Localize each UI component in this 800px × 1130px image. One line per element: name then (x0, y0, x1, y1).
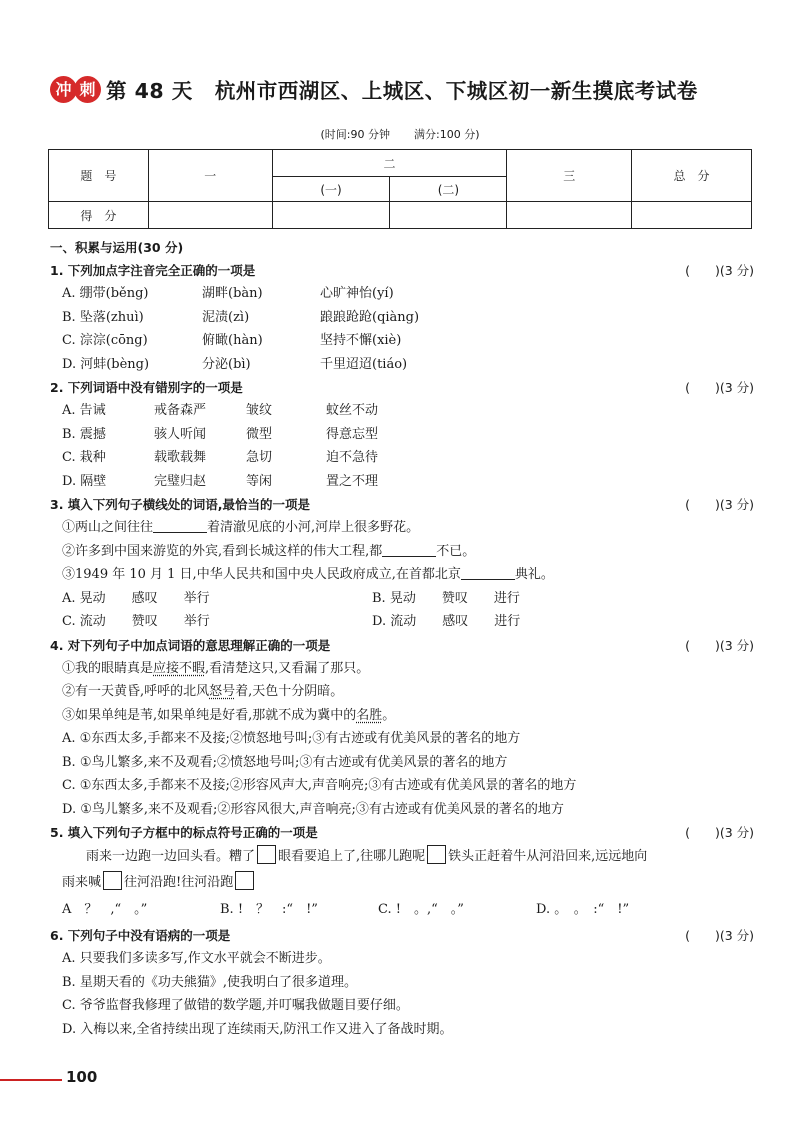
option-row (50, 896, 754, 924)
option-d: D. 流动 感叹 进行 (372, 614, 521, 629)
option-cell: 戒备森严 (154, 403, 207, 418)
option-cell: 完璧归赵 (154, 473, 207, 489)
footer-rule (0, 1079, 62, 1081)
sentence-1 (50, 516, 754, 540)
punctuation-box[interactable] (257, 845, 276, 864)
option-row (50, 329, 754, 353)
header-tihao: 题 号 (49, 150, 149, 202)
option-cell: 湖畔(bàn) (202, 286, 263, 301)
sentence-text: ①我的眼睛真是 (62, 660, 154, 676)
option-cell: 迫不急待 (326, 450, 379, 465)
sentence-text: 典礼。 (514, 567, 554, 582)
sentence-2 (50, 680, 754, 704)
page-title (106, 74, 698, 104)
option-cell: D. 河蚌(bèng) (62, 356, 150, 372)
question-stem: 4. 对下列句子中加点词语的意思理解正确的一项是 (50, 637, 331, 653)
option-cell: C. 淙淙(cōng) (62, 333, 148, 348)
option-cell: 心旷神怡(yí) (320, 286, 394, 301)
exam-meta (0, 126, 800, 142)
option-c: C. ! 。,“ 。” (378, 902, 464, 917)
dotted-word: 应接不暇 (153, 660, 206, 676)
option-cell: 蚊丝不动 (326, 403, 379, 418)
fill-blank[interactable] (382, 542, 436, 557)
option-c: C. 爷爷监督我修理了做错的数学题,并叮嘱我做题目要仔细。 (62, 998, 409, 1013)
page-footer (0, 1068, 800, 1088)
badge-char-2: 刺 (74, 76, 101, 103)
option-row (50, 423, 754, 447)
answer-blank[interactable]: ( )(3 分) (685, 825, 754, 840)
sentence-text: ②有一天黄昏,呼呼的北风 (62, 684, 210, 699)
fill-blank[interactable] (461, 565, 515, 580)
section-heading: 一、积累与运用(30 分) (50, 240, 184, 255)
question-stem: 1. 下列加点字注音完全正确的一项是 (50, 263, 256, 278)
option-c: C. 流动 赞叹 举行 (62, 614, 210, 629)
exam-title: 杭州市西湖区、上城区、下城区初一新生摸底考试卷 (214, 79, 698, 103)
question-stem: 2. 下列词语中没有错别字的一项是 (50, 380, 243, 395)
score-cell[interactable] (507, 202, 632, 229)
option-row (50, 399, 754, 423)
dotted-word: 怒号 (209, 684, 236, 699)
option-cell: 千里迢迢(tiáo) (320, 356, 408, 372)
sentence-text: 着清澈见底的小河,河岸上很多野花。 (207, 520, 420, 535)
option-row (50, 470, 754, 494)
option-cell: 急切 (246, 450, 273, 465)
sentence-2 (50, 540, 754, 564)
sentence-1 (50, 657, 754, 681)
exam-time: (时间:90 分钟 (320, 128, 390, 141)
option-row (50, 282, 754, 306)
title-row (50, 72, 698, 106)
sentence-text: ③1949 年 10 月 1 日,中华人民共和国中央人民政府成立,在首都北京 (62, 567, 461, 582)
question-5 (50, 821, 754, 844)
question-6 (50, 924, 754, 947)
option-cell: 骇人听闻 (154, 426, 207, 442)
day-label: 第 48 天 (106, 79, 193, 103)
option-d: D. 入梅以来,全省持续出现了连续雨天,防汛工作又进入了备战时期。 (62, 1021, 453, 1037)
option-b: B. ①鸟儿繁多,来不及观看;②愤怒地号叫;③有古迹或有优美风景的著名的地方 (62, 754, 508, 770)
option-a: A. 晃动 感叹 举行 (62, 590, 210, 606)
fill-blank[interactable] (153, 518, 207, 533)
score-table (48, 149, 752, 229)
header-section-two: 二 (272, 150, 507, 177)
option-row (50, 587, 754, 611)
question-stem: 3. 填入下列句子横线处的词语,最恰当的一项是 (50, 497, 311, 512)
option-b: B. 星期天看的《功夫熊猫》,使我明白了很多道理。 (62, 974, 357, 990)
option-cell: C. 栽种 (62, 450, 106, 465)
option-d: D. 。 。 :“ !” (536, 902, 630, 917)
punctuation-box[interactable] (235, 871, 254, 890)
option-cell: 俯瞰(hàn) (202, 333, 263, 348)
sentence-text: ,看清楚这只,又看漏了那只。 (205, 660, 370, 676)
option-a: A. 只要我们多读多写,作文水平就会不断进步。 (62, 951, 331, 966)
sentence-text: ①两山之间往往 (62, 520, 154, 535)
question-2 (50, 376, 754, 399)
passage-text: 雨来一边跑一边回头看。糟了 (86, 849, 256, 864)
option-cell: 泥渍(zì) (202, 309, 250, 325)
question-1 (50, 259, 754, 282)
passage-text: 眼看要追上了,往哪儿跑呢 (278, 849, 426, 864)
exam-score: 满分:100 分) (414, 128, 480, 141)
dotted-word: 名胜 (356, 707, 383, 723)
question-stem: 5. 填入下列句子方框中的标点符号正确的一项是 (50, 825, 318, 840)
badge-char-1: 冲 (50, 76, 77, 103)
sentence-text: 着,天色十分阴暗。 (235, 684, 344, 699)
option-cell: A. 告诫 (62, 403, 106, 418)
option-cell: 踉踉跄跄(qiàng) (320, 309, 420, 325)
chongci-badge (50, 76, 98, 103)
sentence-text: 不已。 (436, 543, 476, 559)
header-section-three: 三 (507, 150, 632, 202)
score-cell[interactable] (632, 202, 752, 229)
header-sub-one: (一) (272, 177, 390, 202)
page-number: 100 (66, 1068, 98, 1086)
score-cell[interactable] (272, 202, 390, 229)
punctuation-box[interactable] (103, 871, 122, 890)
sentence-3 (50, 563, 754, 587)
sentence-text: ③如果单纯是苇,如果单纯是好看,那就不成为冀中的 (62, 707, 357, 723)
option-cell: B. 震撼 (62, 426, 106, 442)
score-cell[interactable] (390, 202, 507, 229)
option-cell: 坚持不懈(xiè) (320, 333, 402, 348)
question-stem: 6. 下列句子中没有语病的一项是 (50, 928, 231, 943)
option-b: B. ! ？ :“ !” (220, 902, 318, 917)
option-row (50, 446, 754, 470)
option-a: A ？ ,“ 。” (62, 902, 148, 917)
question-4 (50, 634, 754, 657)
option-cell: 分泌(bì) (202, 356, 251, 372)
answer-blank[interactable]: ( )(3 分) (685, 380, 754, 395)
option-row (50, 610, 754, 634)
option-c: C. ①东西太多,手都来不及接;②形容风声大,声音响亮;③有古迹或有优美风景的著名的地方 (62, 778, 577, 793)
option-row (50, 353, 754, 377)
header-total: 总 分 (632, 150, 752, 202)
answer-blank[interactable]: ( )(3 分) (685, 928, 754, 943)
option-cell: 等闲 (246, 473, 273, 489)
passage-text: 雨来喊 (62, 875, 102, 890)
sentence-3 (50, 704, 754, 728)
option-cell: 得意忘型 (326, 426, 379, 442)
passage-line-2 (50, 869, 754, 896)
answer-blank[interactable]: ( )(3 分) (685, 637, 754, 653)
header-sub-two: (二) (390, 177, 507, 202)
answer-blank[interactable]: ( )(3 分) (685, 263, 754, 278)
option-cell: 载歌载舞 (154, 450, 207, 465)
option-cell: A. 绷带(běng) (62, 286, 149, 301)
passage-text: 往河沿跑!往河沿跑 (124, 875, 234, 890)
punctuation-box[interactable] (427, 845, 446, 864)
option-b: B. 晃动 赞叹 进行 (372, 590, 520, 606)
passage-text: 铁头正赶着牛从河沿回来,远远地向 (448, 849, 648, 864)
sentence-text: ②许多到中国来游览的外宾,看到长城这样的伟大工程,都 (62, 543, 383, 559)
questions (50, 237, 754, 1041)
sentence-text: 。 (382, 707, 396, 723)
option-cell: 置之不理 (326, 473, 379, 489)
score-cell[interactable] (148, 202, 272, 229)
row-defen: 得 分 (49, 202, 149, 229)
option-cell: D. 隔壁 (62, 473, 107, 489)
option-cell: 微型 (246, 426, 273, 442)
header-section-one: 一 (148, 150, 272, 202)
passage-line-1 (50, 844, 754, 869)
option-cell: B. 坠落(zhuì) (62, 309, 144, 325)
option-d: D. ①鸟儿繁多,来不及观看;②形容风很大,声音响亮;③有古迹或有优美风景的著名的地方 (62, 801, 564, 817)
answer-blank[interactable]: ( )(3 分) (685, 497, 754, 512)
option-cell: 皱纹 (246, 403, 273, 418)
option-a: A. ①东西太多,手都来不及接;②愤怒地号叫;③有古迹或有优美风景的著名的地方 (62, 731, 521, 746)
option-row (50, 306, 754, 330)
question-3 (50, 493, 754, 516)
